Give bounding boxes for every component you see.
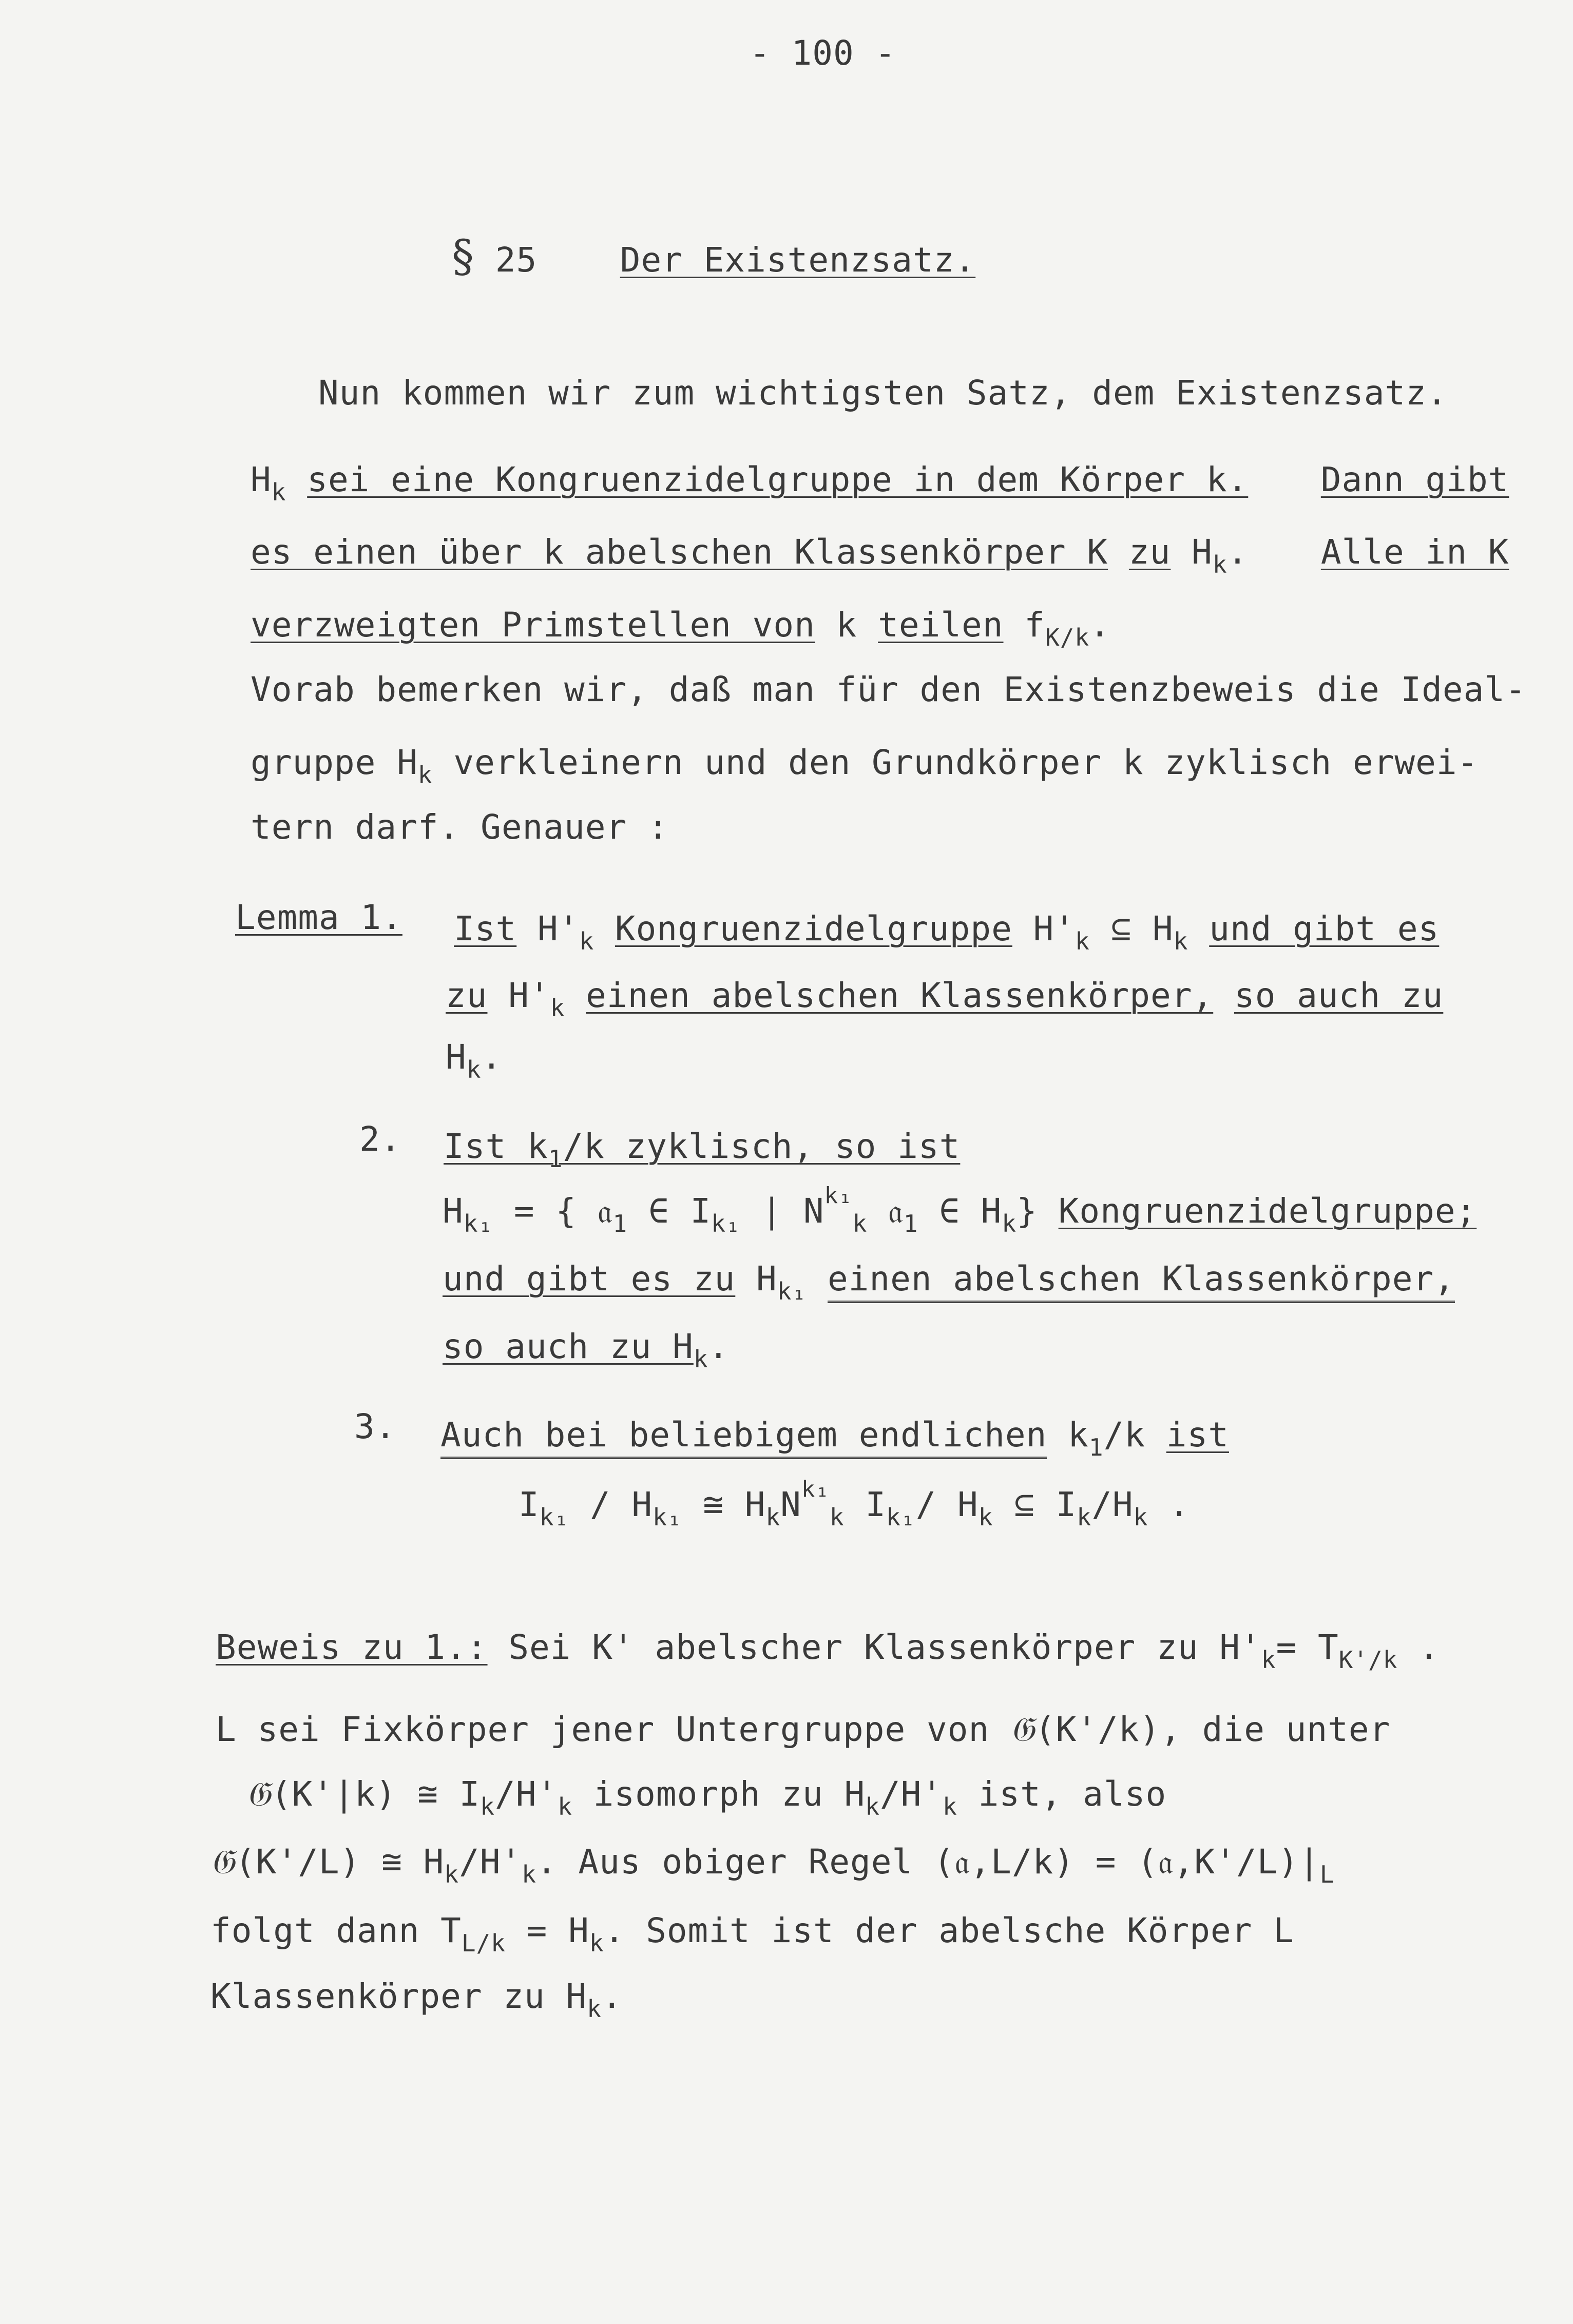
theorem-line-3: verzweigten Primstellen von k teilen $f_{K/k}$.: [251, 605, 1110, 651]
proof-line-6: Klassenkörper zu $H_k$.: [210, 1977, 623, 2023]
page-number: - 100 -: [750, 33, 896, 73]
lemma-2-number: 2.: [359, 1119, 401, 1159]
lemma-3-line-1: Auch bei beliebigem endlichen $k_1/k$ ist: [440, 1415, 1229, 1461]
remark-line-1: Vorab bemerken wir, daß man für den Existenzbeweis die Ideal-: [251, 670, 1526, 709]
lemma-3-number: 3.: [354, 1407, 396, 1446]
lemma-1-line-1: Ist $H'_k$ Kongruenzidelgruppe $H'_k$ ⊆ $H_k$ und gibt es: [454, 909, 1440, 955]
section-number: 25: [495, 240, 538, 280]
lemma-label: Lemma 1.: [235, 898, 402, 937]
theorem-line-1: $H_k$ sei eine Kongruenzidelgruppe in dem Körper k. Dann gibt: [251, 460, 1509, 506]
proof-line-3: 𝔊(K'|k) ≅ $I_k/H'_k$ isomorph zu $H_k/H'_k$ ist, also: [246, 1774, 1167, 1821]
remark-line-2: gruppe $H_k$ verkleinern und den Grundkörper k zyklisch erwei-: [251, 743, 1479, 789]
theorem-line-2: es einen über k abelschen Klassenkörper K zu $H_k$. Alle in K: [251, 532, 1509, 578]
section-heading: [452, 231, 976, 282]
proof-line-1: Beweis zu 1.: Sei K' abelscher Klassenkörper zu $H'_k= T_{K'/k}$ .: [216, 1628, 1440, 1674]
lemma-2-line-4: so auch zu $H_k$.: [443, 1327, 730, 1373]
proof-line-2: L sei Fixkörper jener Untergruppe von 𝔊(K'/k), die unter: [216, 1710, 1391, 1749]
proof-line-5: folgt dann $T_{L/k} = H_k$. Somit ist der abelsche Körper L: [210, 1911, 1294, 1957]
lemma-2-line-1: Ist $k_1/k$ zyklisch, so ist: [444, 1127, 961, 1173]
lemma-2-line-3: und gibt es zu $H_{k_1}$ einen abelschen Klassenkörper,: [443, 1259, 1455, 1305]
lemma-3-formula: $I_{k_1} / H_{k_1}$ ≅ $H_kN^{k_1}_k$ $I_{k_1}/$ $H_k$ ⊆ $I_k/H_k$ .: [519, 1476, 1190, 1531]
lemma-1-line-3: $H_k$.: [446, 1037, 503, 1083]
section-title: Der Existenzsatz.: [620, 240, 976, 280]
remark-line-3: tern darf. Genauer :: [251, 807, 669, 847]
lemma-2-formula: $H_{k_1}$ = { 𝔞$_1$ ∈ $I_{k_1}$ | $N^{k_1}_k$ 𝔞$_1$ ∈ $H_k$} Kongruenzidelgruppe;: [443, 1183, 1477, 1237]
section-sign: §: [452, 231, 474, 282]
lemma-1-line-2: zu $H'_k$ einen abelschen Klassenkörper, so auch zu: [446, 976, 1444, 1022]
intro-text: Nun kommen wir zum wichtigsten Satz, dem Existenzsatz.: [318, 373, 1448, 413]
proof-line-4: 𝔊(K'/L) ≅ $H_k/H'_k$. Aus obiger Regel (𝔞,L/k) = $(𝔞,K'/L)|_L$: [210, 1842, 1335, 1888]
